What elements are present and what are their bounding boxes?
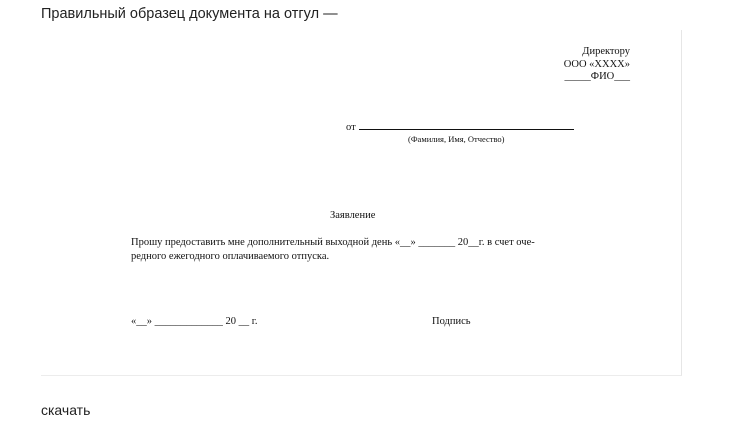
from-row <box>346 121 574 133</box>
from-label: от <box>346 122 356 133</box>
addressee-company: ООО «ХХХХ» <box>563 58 630 70</box>
document-title: Заявление <box>330 210 376 221</box>
addressee-position: Директору <box>582 46 630 57</box>
download-link[interactable]: скачать <box>41 402 91 418</box>
body-line-1: Прошу предоставить мне дополнительный выходной день «__» _______ 20__г. в счет оче- <box>131 237 535 248</box>
addressee-name: _____ФИО___ <box>564 71 630 82</box>
from-hint: (Фамилия, Имя, Отчество) <box>408 134 505 144</box>
signature-label: Подпись <box>432 316 471 327</box>
body-line-2: редного ежегодного оплачиваемого отпуска. <box>131 251 330 262</box>
page-caption: Правильный образец документа на отгул — <box>41 6 338 22</box>
document-body <box>131 236 581 264</box>
date-line: «__» _____________ 20 __ г. <box>131 316 258 327</box>
from-underline <box>359 121 574 130</box>
addressee-block <box>564 46 630 84</box>
